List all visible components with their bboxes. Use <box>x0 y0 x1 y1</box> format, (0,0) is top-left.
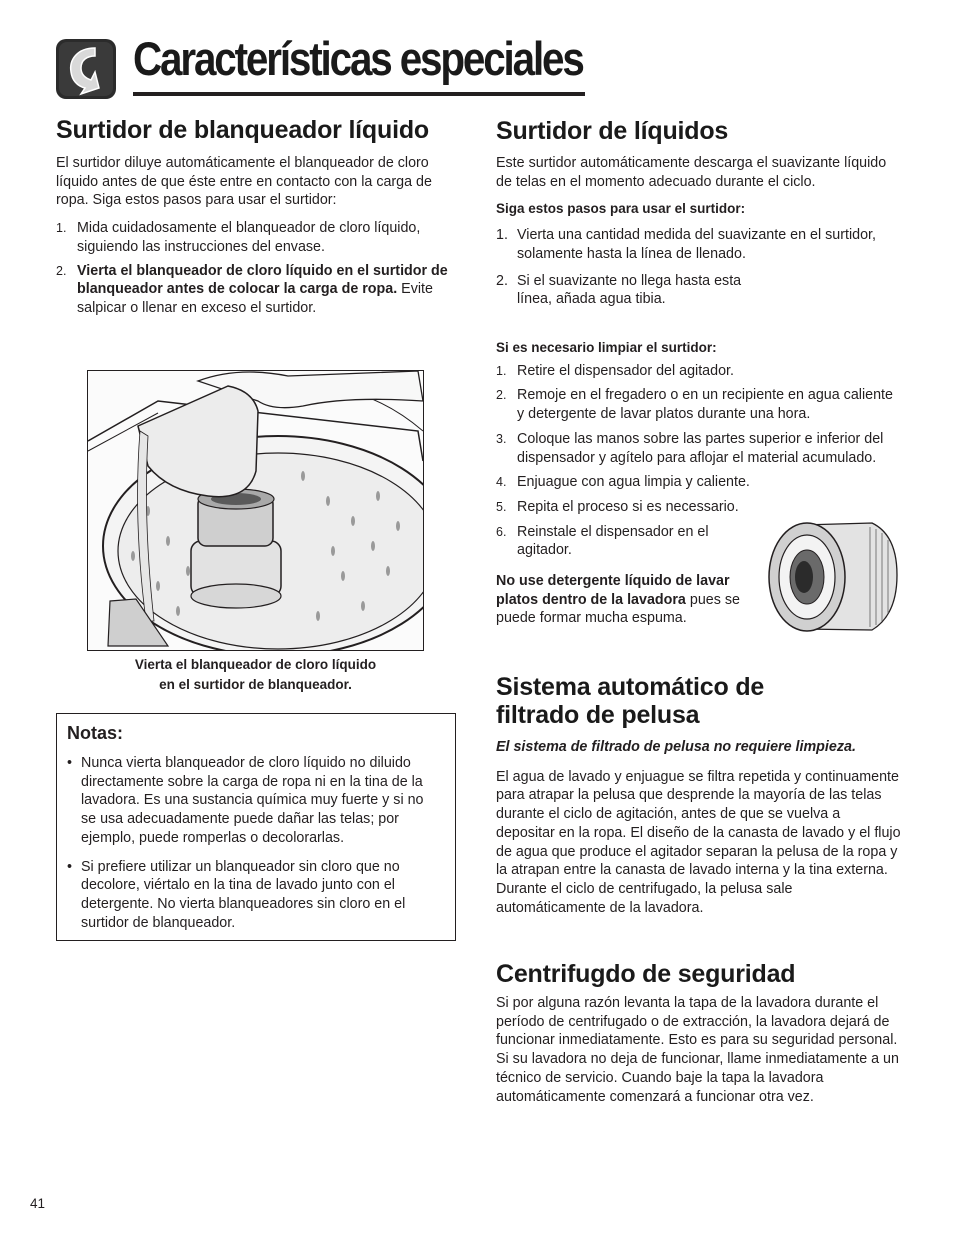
notes-list <box>67 754 437 932</box>
page-title: Características especiales <box>133 32 583 85</box>
list-item: 2. Remoje en el fregadero o en un recipiente en agua caliente y detergente de lavar platos durante una hora. <box>496 387 893 423</box>
list-item: 1. Mida cuidadosamente el blanqueador de cloro líquido, siguiendo las instrucciones del envase. <box>56 220 421 255</box>
liquid-dispenser-section <box>496 117 902 309</box>
list-item: 1. Vierta una cantidad medida del suavizante en el surtidor, solamente hasta la línea de llenado. <box>496 227 876 262</box>
list-item: • Nunca vierta blanqueador de cloro líquido no diluido directamente sobre la carga de ropa ni en la tina de la lavadora. Es una sustancia química muy fuerte y si no se usa adecuadamente puede dañar las telas; por ejemplo, puede romperlas o decolorarlas. <box>67 755 424 846</box>
list-item: • Si prefiere utilizar un blanqueador sin cloro que no decolore, viértalo en la tina de lavado junto con el detergente. No vierta blanqueadores sin cloro en el surtidor de blanqueador. <box>67 858 406 931</box>
page-number: 41 <box>30 1196 46 1211</box>
list-item: 1. Retire el dispensador del agitador. <box>496 362 734 379</box>
list-item: 2. Vierta el blanqueador de cloro líquido en el surtidor de blanqueador antes de colocar la carga de ropa. Evite salpicar o llenar en exceso el surtidor. <box>56 262 448 316</box>
fabric-softener-dispenser-illustration <box>762 515 902 637</box>
figure-caption: Vierta el blanqueador de cloro líquido en el surtidor de blanqueador. <box>134 657 377 692</box>
list-item: 6. Reinstale el dispensador en el agitador. <box>496 523 709 559</box>
lint-filter-body: El agua de lavado y enjuague se filtra repetida y continuamente para atrapar la pelusa que desprende la mayoría de las telas durante el ciclo de agitación, antes de que se vuelva a depositar en la ropa. El diseño de la canasta de lavado y el flujo de agua que produce el agitador separan la pelusa de la ropa y la atrapan entre la canasta de lavado interna y la tina externa. Durante el ciclo de centrifugado, la pelusa sale automáticamente de la lavadora. <box>496 768 901 916</box>
bleach-steps-list <box>56 219 456 318</box>
title-divider <box>133 92 585 96</box>
cleaning-title: Si es necesario limpiar el surtidor: <box>496 340 717 355</box>
liquid-dispenser-intro: Este surtidor automáticamente descarga el suavizante líquido de telas en el momento adecuado durante el ciclo. <box>496 155 887 190</box>
lint-filter-subtitle: El sistema de filtrado de pelusa no requiere limpieza. <box>496 739 856 755</box>
safety-spin-body: Si por alguna razón levanta la tapa de la lavadora durante el período de centrifugado o de extracción, la lavadora dejará de funcionar inmediatamente. Esto es para su seguridad personal. Si su lavadora no deja de funcionar, llame inmediatamente a un técnico de servicio. Cuando baje la tapa la lavadora automáticamente comenzará a funcionar otra vez. <box>496 995 899 1105</box>
list-item: 4. Enjuague con agua limpia y caliente. <box>496 474 750 491</box>
steps-title: Siga estos pasos para usar el surtidor: <box>496 201 746 217</box>
liquid-dispenser-heading: Surtidor de líquidos <box>496 117 729 145</box>
notes-box <box>56 713 456 941</box>
safety-spin-heading: Centrifugdo de seguridad <box>496 960 796 988</box>
dish-detergent-warning: No use detergente líquido de lavar platos dentro de la lavadora pues se puede formar mucha espuma. <box>496 573 740 627</box>
washer-tub-icon <box>88 371 423 650</box>
safety-spin-section <box>496 960 902 1106</box>
notes-title: Notas: <box>67 723 124 743</box>
lint-filter-section <box>496 673 902 917</box>
bleach-dispenser-heading: Surtidor de blanqueador líquido <box>56 116 429 144</box>
bleach-pouring-illustration <box>87 370 424 651</box>
liquid-steps-list <box>496 226 902 309</box>
list-item: 3. Coloque las manos sobre las partes superior e inferior del dispensador y agítelo para aflojar el material acumulado. <box>496 430 884 466</box>
lint-filter-heading: Sistema automático de filtrado de pelusa <box>496 673 765 729</box>
list-item: 2. Si el suavizante no llega hasta esta línea, añada agua tibia. <box>496 272 742 308</box>
list-item: 5. Repita el proceso si es necessario. <box>496 498 739 515</box>
bleach-dispenser-intro: El surtidor diluye automáticamente el blanqueador de cloro líquido antes de que éste entre en contacto con la carga de ropa. Siga estos pasos para usar el surtidor: <box>56 155 432 209</box>
section-arrow-icon <box>55 38 117 100</box>
bleach-dispenser-section <box>56 116 456 318</box>
